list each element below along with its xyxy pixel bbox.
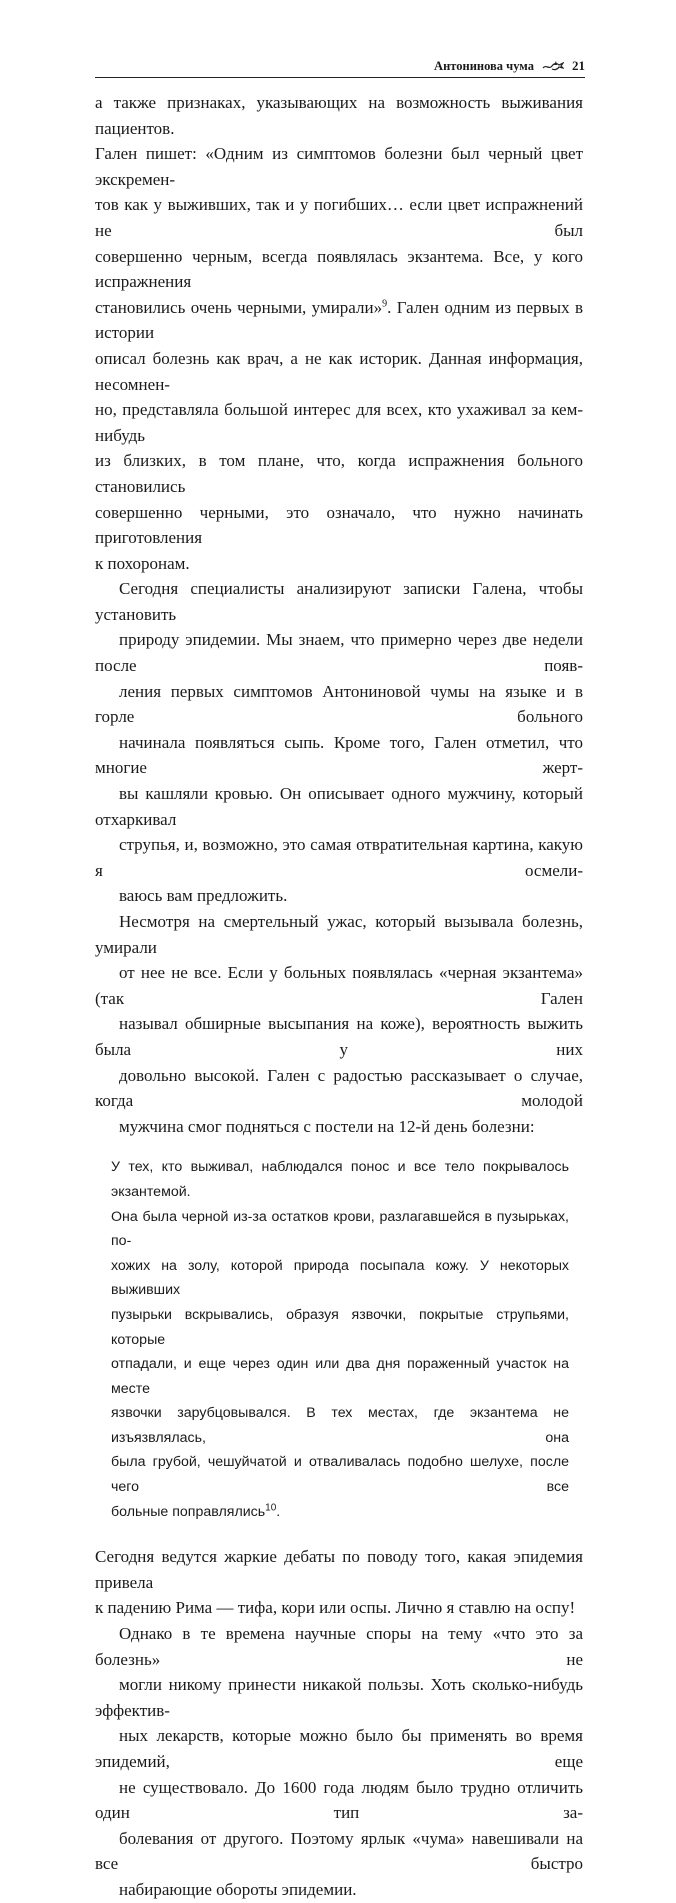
text-line: набирающие обороты эпидемии. — [119, 1879, 357, 1899]
text-line: от нее не все. Если у больных появлялась «черная экзантема» (так Гален — [95, 963, 583, 1008]
footnote-ref[interactable]: 9 — [382, 298, 388, 310]
quote-line: хожих на золу, которой природа посыпала кожу. У некоторых выживших — [111, 1257, 569, 1299]
text-line: не существовало. До 1600 года людям было трудно отличить один тип за- — [95, 1777, 583, 1823]
text-line: описал болезнь как врач, а не как историк. Данная информация, несомнен- — [95, 348, 583, 394]
text-line: ваюсь вам предложить. — [119, 886, 288, 906]
text-line: Несмотря на смертельный ужас, который вызывала болезнь, умирали — [95, 912, 583, 957]
quote-line: отпадали, и еще через один или два дня пораженный участок на месте — [111, 1356, 569, 1397]
quote-line: У тех, кто выживал, наблюдался понос и все тело покрывалось экзантемой. — [111, 1159, 569, 1200]
text-line: Сегодня ведутся жаркие дебаты по поводу того, какая эпидемия привела — [95, 1547, 583, 1592]
paragraph-4 — [95, 1544, 583, 1621]
paragraph-5 — [95, 1621, 583, 1903]
text-line: могли никому принести никакой пользы. Хоть сколько-нибудь эффектив- — [95, 1675, 583, 1720]
paragraph-1 — [95, 90, 583, 576]
quote-line-with-footnote: больные поправлялись$^{10}$. — [111, 1501, 281, 1520]
text-line: струпья, и, возможно, это самая отвратительная картина, какую я осмели- — [95, 835, 583, 880]
quote-line: была грубой, чешуйчатой и отваливалась подобно шелухе, после чего все — [111, 1454, 569, 1496]
text-line: к падению Рима — тифа, кори или оспы. Лично я ставлю на оспу! — [95, 1598, 576, 1618]
text-line: Однако в те времена научные споры на тему «что это за болезнь» не — [95, 1624, 583, 1669]
text-line: из близких, в том плане, что, когда испражнения больного становились — [95, 451, 583, 496]
text-segment: становились очень черными, умирали» — [95, 297, 383, 317]
text-line: совершенно черными, это означало, что нужно начинать приготовления — [95, 502, 583, 548]
text-line-with-footnote: становились очень черными, умирали»$^9$. Гален одним из первых в истории — [95, 297, 583, 343]
dragon-ornament-icon — [542, 60, 564, 72]
text-line: ных лекарств, которые можно было бы применять во время эпидемий, еще — [95, 1726, 583, 1771]
page-body — [95, 90, 583, 1903]
text-line: болевания от другого. Поэтому ярлык «чума» навешивали на все быстро — [95, 1828, 583, 1874]
page-number: 21 — [572, 58, 585, 73]
block-quote — [111, 1155, 569, 1524]
quote-line: язвочки зарубцовывался. В тех местах, где экзантема не изъязвлялась, она — [111, 1405, 569, 1446]
text-line: Гален пишет: «Одним из симптомов болезни был черный цвет экскремен- — [95, 144, 583, 189]
text-line: ления первых симптомов Антониновой чумы на языке и в горле больного — [95, 681, 583, 727]
text-segment: больные поправлялись — [111, 1503, 266, 1520]
text-line: Сегодня специалисты анализируют записки Галена, чтобы установить — [95, 579, 583, 624]
text-line: природу эпидемии. Мы знаем, что примерно через две недели после появ- — [95, 630, 583, 676]
text-line: но, представляла большой интерес для всех, кто ухаживал за кем-нибудь — [95, 400, 583, 445]
text-line: довольно высокой. Гален с радостью рассказывает о случае, когда молодой — [95, 1065, 583, 1111]
quote-line: Она была черной из-за остатков крови, разлагавшейся в пузырьках, по- — [111, 1208, 569, 1250]
text-line: к похоронам. — [95, 553, 190, 573]
text-line: вы кашляли кровью. Он описывает одного мужчину, который отхаркивал — [95, 784, 583, 829]
running-header — [95, 55, 585, 78]
text-line: тов как у выживших, так и у погибших… если цвет испражнений не был — [95, 195, 583, 240]
text-line: совершенно черным, всегда появлялась экзантема. Все, у кого испражнения — [95, 246, 583, 292]
text-line: мужчина смог подняться с постели на 12-й день болезни: — [119, 1116, 535, 1136]
header-right — [434, 58, 585, 74]
text-line: а также признаках, указывающих на возможность выживания пациентов. — [95, 93, 583, 138]
text-line: называл обширные высыпания на коже), вероятность выжить была у них — [95, 1014, 583, 1059]
paragraph-2 — [95, 576, 583, 909]
paragraph-3 — [95, 909, 583, 1139]
footnote-ref[interactable]: 10 — [265, 1501, 277, 1513]
text-segment: Гален одним из первых в истории — [95, 297, 583, 343]
text-line: начинала появляться сыпь. Кроме того, Гален отметил, что многие жерт- — [95, 732, 583, 778]
quote-line: пузырьки вскрывались, образуя язвочки, покрытые струпьями, которые — [111, 1306, 569, 1348]
running-title: Антонинова чума — [434, 58, 534, 73]
